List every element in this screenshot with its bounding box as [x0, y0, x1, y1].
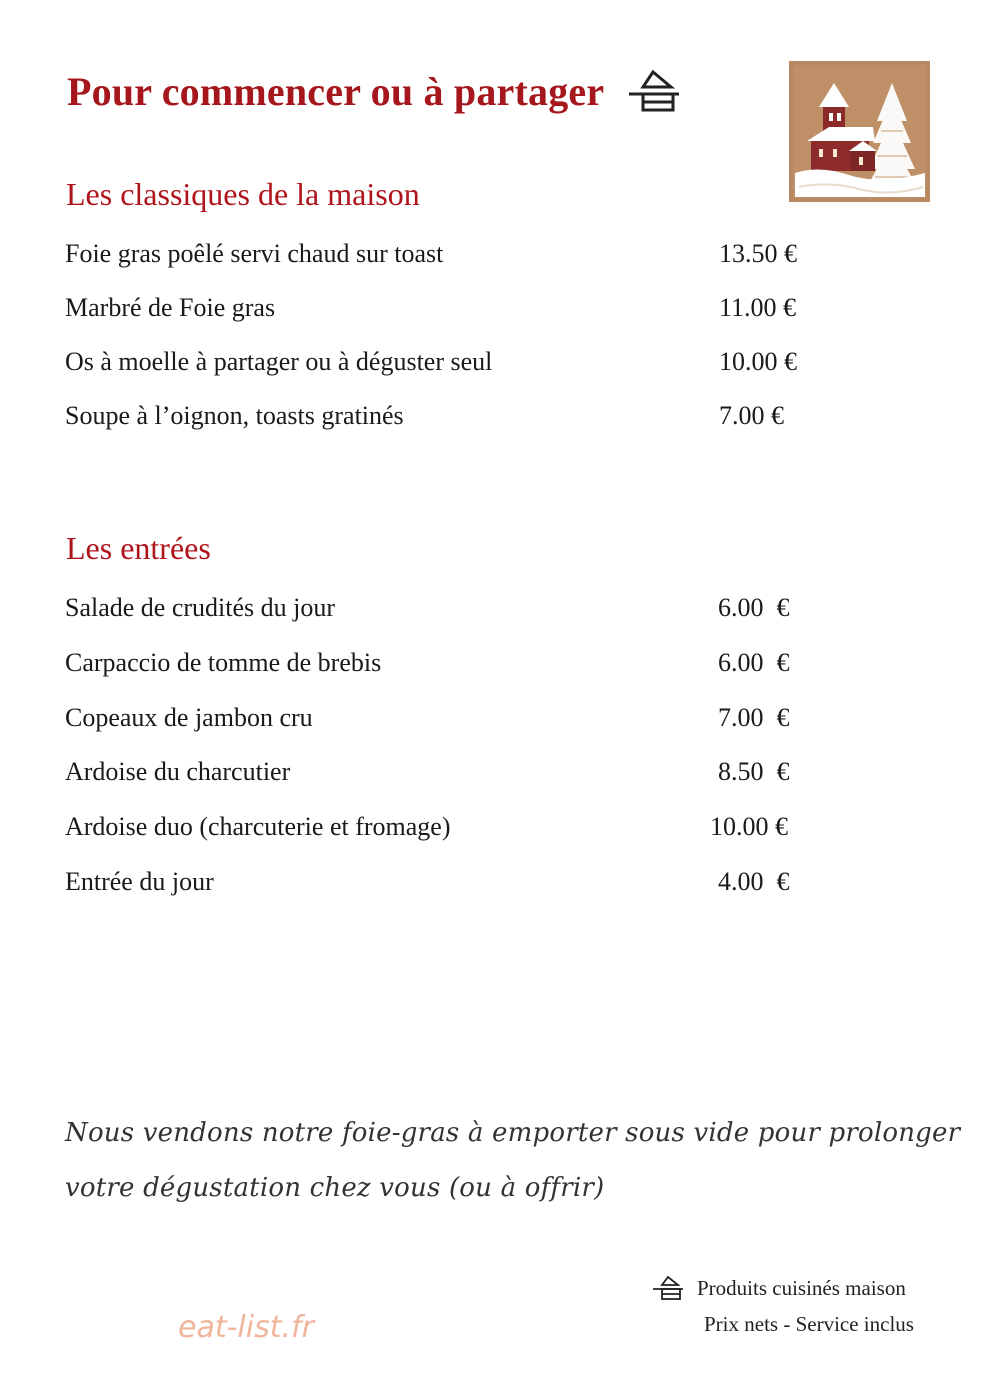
menu-item-price: 6.00 €	[718, 593, 790, 622]
menu-item-price: 10.00 €	[710, 812, 788, 841]
menu-item-name: Salade de crudités du jour	[65, 593, 336, 622]
menu-item-price: 8.50 €	[718, 757, 790, 786]
footer-prices-note: Prix nets - Service inclus	[704, 1312, 914, 1336]
section-title-entrees: Les entrées	[66, 530, 211, 566]
menu-item-name: Ardoise duo (charcuterie et fromage)	[65, 812, 451, 841]
house-icon	[627, 69, 681, 113]
menu-item-price: 4.00 €	[718, 867, 790, 896]
menu-item-name: Os à moelle à partager ou à déguster seul	[65, 347, 493, 376]
menu-item-price: 11.00 €	[719, 293, 797, 322]
menu-item-name: Copeaux de jambon cru	[65, 703, 313, 732]
snowy-church-illustration	[789, 61, 930, 202]
house-icon	[652, 1276, 684, 1300]
menu-item-price: 7.00 €	[719, 401, 784, 430]
menu-item-price: 13.50 €	[719, 239, 797, 268]
menu-item-name: Foie gras poêlé servi chaud sur toast	[65, 239, 444, 268]
takeaway-note-line1: Nous vendons notre foie-gras à emporter sous vide pour prolonger	[65, 1118, 961, 1148]
takeaway-note-line2: votre dégustation chez vous (ou à offrir)	[65, 1173, 605, 1203]
menu-item-name: Ardoise du charcutier	[65, 757, 291, 786]
menu-item-name: Entrée du jour	[65, 867, 214, 896]
menu-item-name: Carpaccio de tomme de brebis	[65, 648, 382, 677]
menu-item-price: 7.00 €	[718, 703, 790, 732]
section-title-classiques: Les classiques de la maison	[66, 176, 420, 212]
menu-item-price: 6.00 €	[718, 648, 790, 677]
menu-item-price: 10.00 €	[719, 347, 797, 376]
footer-legend: Produits cuisinés maison	[697, 1276, 906, 1300]
menu-item-name: Marbré de Foie gras	[65, 293, 276, 322]
page-title: Pour commencer ou à partager	[67, 69, 605, 114]
watermark-text: eat-list.fr	[178, 1310, 314, 1345]
menu-item-name: Soupe à l’oignon, toasts gratinés	[65, 401, 404, 430]
